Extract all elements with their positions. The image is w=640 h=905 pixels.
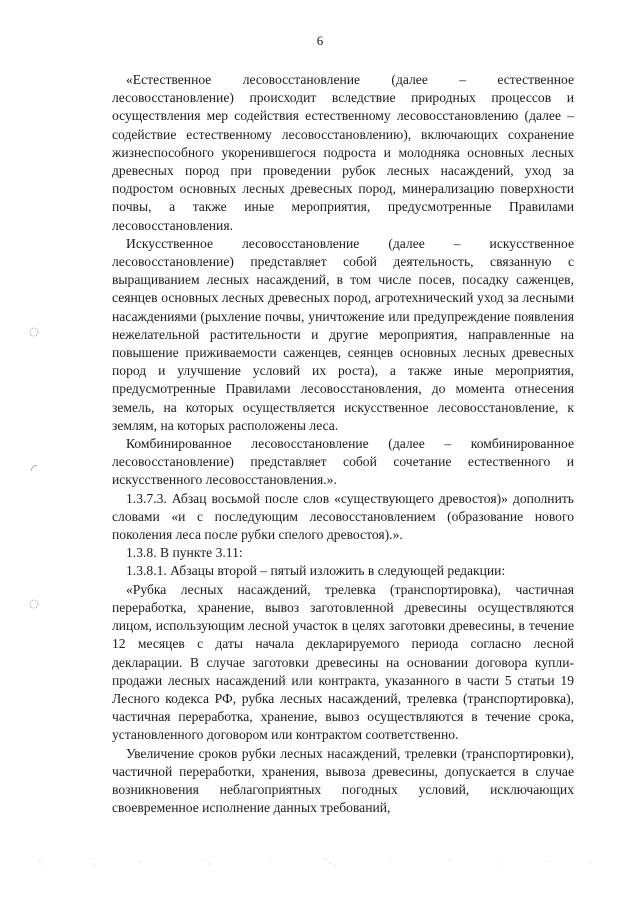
paragraph-combined-reforestation: Комбинированное лесовосстановление (далее – комбинированное лесовосстановление) представляет собой сочетание естественного и искусственного лесовосстановления.».	[112, 436, 574, 488]
paragraph-natural-reforestation: «Естественное лесовосстановление (далее – естественное лесовосстановление) происходит вследствие природных процессов и осуществления мер содействия естественному лесовосстановлению (далее – содействие естественному лесовосстановлению), включающих сохранение жизнеспособного укоренившегося подроста и молодняка основных лесных древесных пород при проведении рубок лесных насаждений, уход за подростом основных лесных древесных пород, минерализацию поверхности почвы, а также иные мероприятия, предусмотренные Правилами лесовосстановления.	[112, 72, 574, 233]
page-number: 6	[316, 33, 324, 48]
binding-hole-mark	[28, 462, 40, 474]
scan-noise	[30, 855, 610, 869]
paragraph-logging-terms: «Рубка лесных насаждений, трелевка (транспортировка), частичная переработка, хранение, вывоз заготовленной древесины осуществляются лицом, использующим лесной участок в целях заготовки древесины, в течение 12 месяцев с даты начала декларируемого периода согласно лесной декларации. В случае заготовки древесины на основании договора купли-продажи лесных насаждений или контракта, указанного в части 5 статьи 19 Лесного кодекса РФ, рубка лесных насаждений, трелевка (транспортировка), частичная переработка, хранение, вывоз осуществляются в течение срока, установленного договором или контрактом соответственно.	[112, 581, 574, 743]
paragraph-1-3-7-3: 1.3.7.3. Абзац восьмой после слов «существующего древостоя)» дополнить словами «и с последующим лесовосстановлением (образование нового поколения леса после рубки спелого древостоя).».	[112, 490, 574, 543]
binding-hole-mark	[28, 326, 40, 338]
paragraph-1-3-8-1: 1.3.8.1. Абзацы второй – пятый изложить в следующей редакции:	[126, 563, 506, 579]
document-body	[112, 71, 574, 817]
paragraph-1-3-8: 1.3.8. В пункте 3.11:	[126, 545, 243, 561]
paragraph-term-extension: Увеличение сроков рубки лесных насаждений, трелевки (транспортировки), частичной переработки, хранения, вывоза древесины, допускается в случае возникновения неблагоприятных погодных условий, исключающих своевременное исполнение данных требований,	[112, 745, 574, 816]
paragraph-artificial-reforestation: Искусственное лесовосстановление (далее – искусственное лесовосстановление) представляет собой деятельность, связанную с выращиванием лесных насаждений, в том числе посев, посадку саженцев, сеянцев основных лесных древесных пород, агротехнический уход за лесными насаждениями (рыхление почвы, уничтожение или предупреждение появления нежелательной растительности и другие мероприятия, направленные на повышение приживаемости саженцев, сеянцев основных лесных древесных пород и улучшение условий их роста), а также иные мероприятия, предусмотренные Правилами лесовосстановления, до момента отнесения земель, на которых осуществляется искусственное лесовосстановление, к землям, на которых расположены леса.	[112, 235, 574, 433]
binding-hole-mark	[28, 598, 40, 610]
